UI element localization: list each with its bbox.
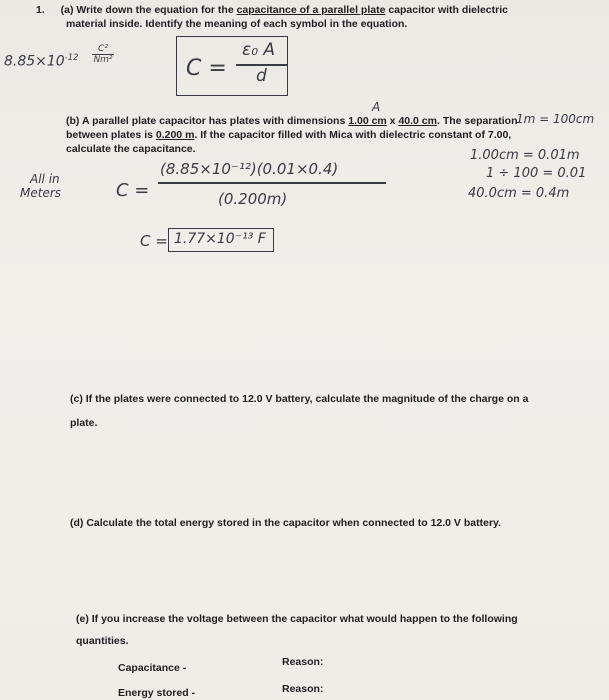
area-mark: A [372,100,381,114]
reason-label-energy: Reason: [282,683,324,695]
equation-lhs: C = [186,56,227,81]
q1-d-line1: (d) Calculate the total energy stored in the capacitor when connected to 12.0 V battery. [70,517,502,529]
calc-numerator: (8.85×10⁻¹²)(0.01×0.4) [160,160,339,178]
q1-b-line2: between plates is 0.200 m. If the capacitor filled with Mica with dielectric constant of 7.00, [66,129,512,141]
q1-c-line1: (c) If the plates were connected to 12.0 V battery, calculate the magnitude of the charge on a [70,393,529,405]
capacitance-label: Capacitance - [118,662,187,674]
q1-b-line3: calculate the capacitance. [66,143,196,155]
conversion-3: 1 ÷ 100 = 0.01 [486,166,587,181]
q1-a-line1: 1. (a) Write down the equation for the capacitance of a parallel plate capacitor with dielectric [36,4,508,16]
q-number: 1. [36,4,45,16]
equation-numerator: ε₀ A [242,40,276,60]
calc-lhs: C = [116,180,150,201]
part-c-label: (c) [70,393,83,405]
conversion-1: 1m = 100cm [516,112,595,126]
all-in-note: All in [30,172,60,186]
q1-a-line2: material inside. Identify the meaning of each symbol in the equation. [66,18,408,30]
q1-e-line2: quantities. [76,635,129,647]
part-d-label: (d) [70,517,84,529]
conversion-4: 40.0cm = 0.4m [468,186,570,201]
part-a-label: (a) [60,4,74,16]
calc-denominator: (0.200m) [218,190,288,208]
meters-note: Meters [20,186,62,200]
result-lhs: C = [140,232,168,250]
epsilon-units: C² Nm² [93,44,113,65]
part-e-label: (e) [76,613,89,625]
q1-e-line1: (e) If you increase the voltage between the capacitor what would happen to the following [76,613,518,625]
equation-denominator: d [256,66,267,86]
reason-label-capacitance: Reason: [282,656,324,668]
result-value: 1.77×10⁻¹³ F [174,231,266,247]
q1-b-line1: (b) A parallel plate capacitor has plates with dimensions 1.00 cm x 40.0 cm. The separation [66,115,518,127]
conversion-2: 1.00cm = 0.01m [470,148,580,163]
calc-fraction-bar [158,182,386,184]
epsilon-constant: $8.85\times 10^{-12}$ [4,52,79,70]
part-b-label: (b) [66,115,80,127]
q1-c-line2: plate. [70,417,98,429]
energy-stored-label: Energy stored - [118,687,196,699]
